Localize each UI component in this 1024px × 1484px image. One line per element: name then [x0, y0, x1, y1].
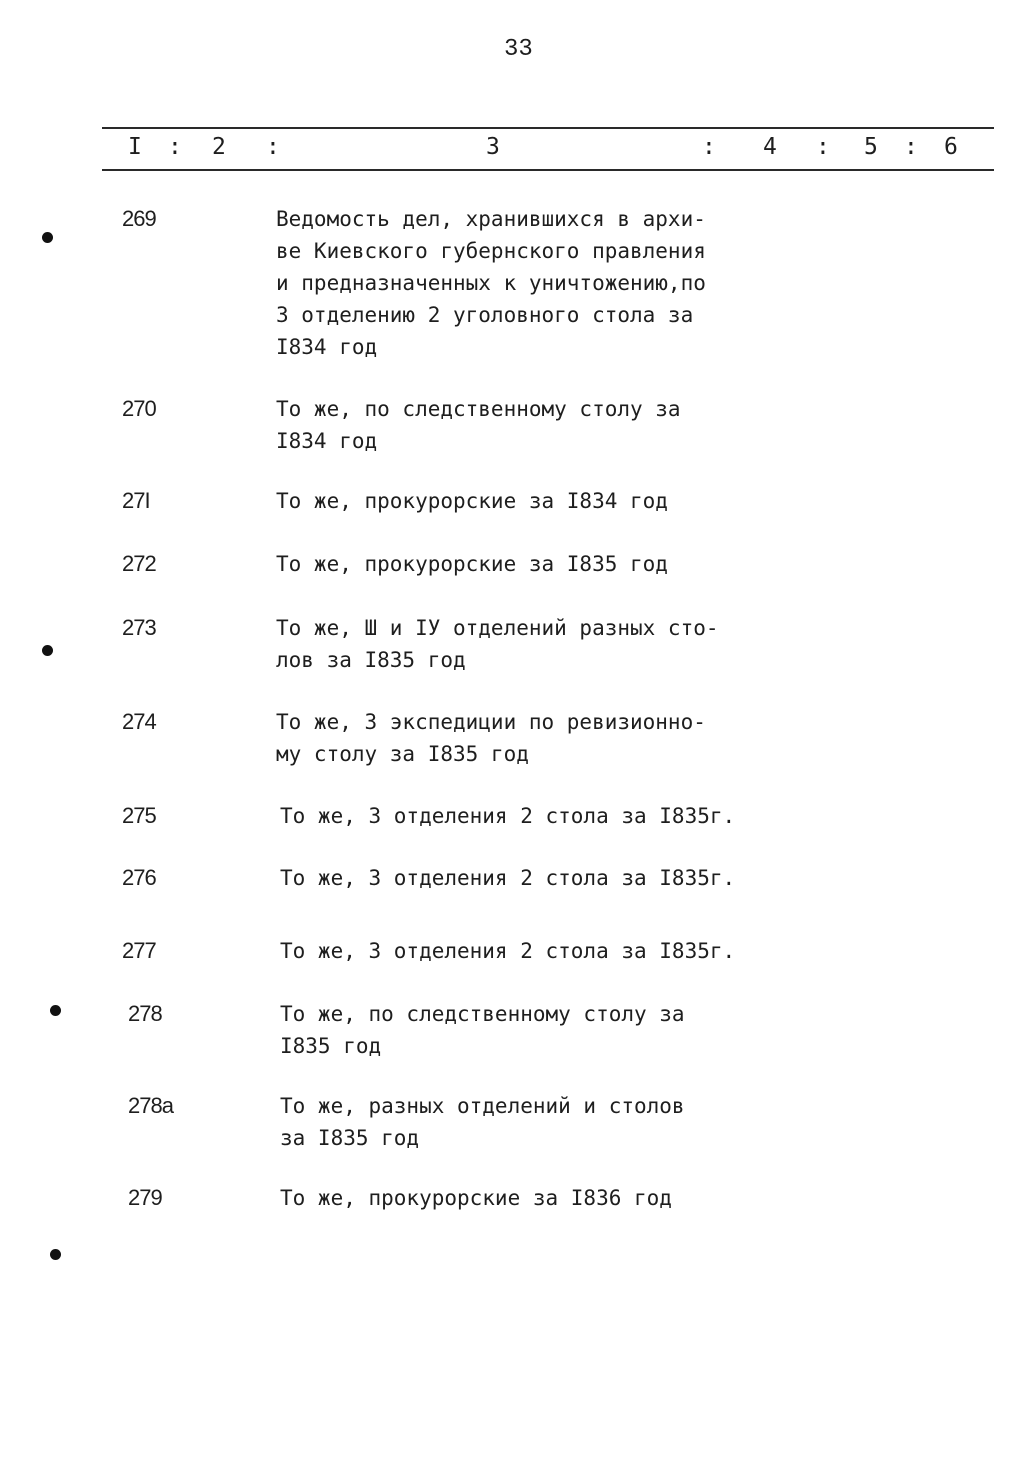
row-description: То же, разных отделений и столов за I835 год	[280, 1094, 685, 1150]
row-description: То же, по следственному столу за I835 год	[280, 1002, 685, 1058]
binding-hole-mark	[42, 645, 53, 656]
row-description: То же, 3 отделения 2 стола за I835г.	[280, 804, 736, 828]
row-number: 278	[128, 1001, 162, 1026]
row-number: 27I	[122, 488, 150, 513]
header-col-3: 3	[486, 134, 500, 160]
row-number: 279	[128, 1185, 162, 1210]
page-number: 33	[504, 36, 533, 63]
row-number: 276	[122, 865, 156, 890]
header-col-5: 5	[864, 134, 878, 160]
table-header	[0, 134, 1024, 164]
row-description: То же, 3 отделения 2 стола за I835г.	[280, 939, 736, 963]
header-col-6: 6	[944, 134, 958, 160]
header-separator: :	[266, 134, 280, 160]
row-description: То же, 3 отделения 2 стола за I835г.	[280, 866, 736, 890]
row-number: 278а	[128, 1093, 173, 1118]
row-number: 275	[122, 803, 156, 828]
row-description: Ведомость дел, хранившихся в архи- ве Киевского губернского правления и предназначенных к уничтожению,по 3 отделению 2 уголовного стола за I834 год	[276, 207, 706, 359]
row-description: То же, прокурорские за I836 год	[280, 1186, 672, 1210]
row-number: 274	[122, 709, 156, 734]
row-description: То же, прокурорские за I834 год	[276, 489, 668, 513]
table-top-rule	[102, 127, 994, 129]
row-number: 277	[122, 938, 156, 963]
binding-hole-mark	[42, 232, 53, 243]
table-bottom-rule	[102, 169, 994, 171]
row-number: 270	[122, 396, 156, 421]
header-separator: :	[816, 134, 830, 160]
header-col-2: 2	[212, 134, 226, 160]
row-number: 273	[122, 615, 156, 640]
header-separator: :	[168, 134, 182, 160]
row-description: То же, Ш и IУ отделений разных сто- лов за I835 год	[276, 616, 719, 672]
row-description: То же, по следственному столу за I834 год	[276, 397, 681, 453]
row-number: 272	[122, 551, 156, 576]
row-description: То же, 3 экспедиции по ревизионно- му столу за I835 год	[276, 710, 706, 766]
row-number: 269	[122, 206, 156, 231]
header-separator: :	[702, 134, 716, 160]
header-col-4: 4	[763, 134, 777, 160]
binding-hole-mark	[50, 1005, 61, 1016]
header-col-1: I	[128, 134, 142, 160]
header-separator: :	[904, 134, 918, 160]
binding-hole-mark	[50, 1249, 61, 1260]
row-description: То же, прокурорские за I835 год	[276, 552, 668, 576]
